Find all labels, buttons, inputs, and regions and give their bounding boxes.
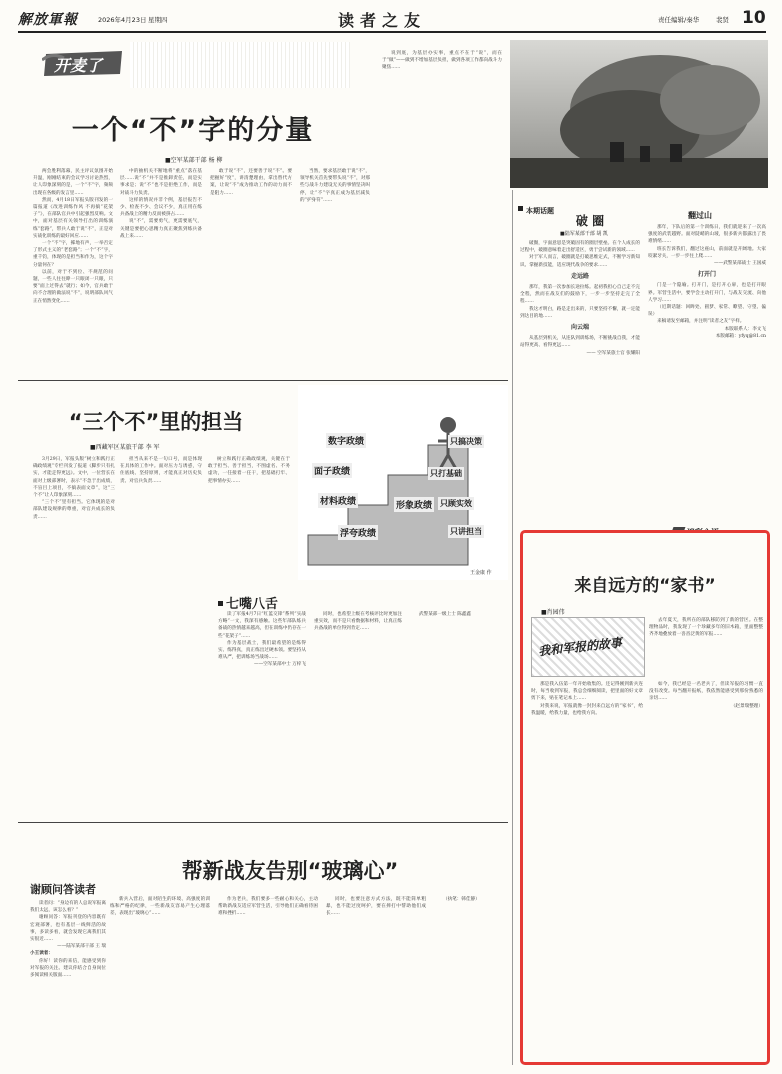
danyou-byline <box>90 442 159 451</box>
cartoon-label: 只搞决策 <box>450 437 482 446</box>
cartoon-label: 只顾实效 <box>440 499 472 508</box>
danyou-col-1 <box>33 456 115 791</box>
kaimai-col-4 <box>300 168 370 370</box>
qiyan-section <box>210 585 510 815</box>
qiyan-heading-text: 七嘴八舌 <box>226 597 279 612</box>
benqi-heading-text: 本期话题 <box>526 207 554 215</box>
section-title: 读者之友 <box>338 11 427 30</box>
kaimai-col-1 <box>33 168 113 370</box>
cartoon-label: 形象政绩 <box>394 497 434 512</box>
smoke-battle-photo-icon <box>510 40 768 188</box>
paragraph: 作为老兵，我们要多一些耐心和关心，主动帮助新战友适应军营生活，引导他们正确看待困难和挫折…… <box>218 897 318 917</box>
benqi-title: 破 圈 <box>575 214 605 228</box>
bangxin-col-3 <box>326 896 426 1064</box>
paragraph: 读了军报4月7日“红蓝交锋”系列“实战方略”一文，我深有感触。这些年部队练兵备战的热情越来越高，但在训练中仍存在一些“花架子”…… <box>218 612 306 639</box>
fanguo-title: 翻过山 <box>688 211 712 220</box>
paragraph: 作为基层战士，我们最希望的是练得实、练得真，真正练出过硬本领。要坚持从难从严，把训练场当战场…… <box>218 640 306 661</box>
heading-square-icon <box>518 206 523 211</box>
paragraph: 去年夏天，我所在的部队移防到了新的营区。在整理物品时，我发现了一个珍藏多年的旧木箱，里面整整齐齐地叠放着一沓沓泛黄的军报…… <box>649 618 763 638</box>
paragraph: 同时，也要注意方式方法，既不能简单粗暴，也不能过度呵护，要在摔打中帮助他们成长…… <box>326 897 426 917</box>
miyin-byline: ■肖园伟 <box>541 609 565 616</box>
miyin-card[interactable] <box>520 530 770 1065</box>
paragraph: 树立和践行正确政绩观，关键在于敢于担当、善于担当，不图虚名、不务虚功，一任接着一任干，把基础打牢、把事情办实…… <box>208 457 290 484</box>
paragraph: 破圈，字面意思是突破固有的圈层壁垒。在个人成长的过程中，破圈意味着走出舒适区，勇于尝试新的领域…… <box>520 241 640 254</box>
paragraph: 两会胜利落幕，民主评议氛围开始升温，刚刚结束的会议学习讨论热烈，让人印象深刻的是，一个“不”字，频频出现在各级的发言里…… <box>33 169 113 196</box>
paragraph: 对于军人而言，破圈就是打破思维定式，不断学习新知识、掌握新技能，适应现代战争的要求…… <box>520 255 640 268</box>
paragraph: 然而，4月18日军报头版刊发的一篇报道《改进训练作风 不再搞“花架子”》，在部队官兵中引起强烈反响。文中，面对基层有关领导打出的训练演练“套路”，带兵人敢于说“不”，正是对实战化训练的最好回应…… <box>33 197 113 239</box>
paragraph: 你好！读你的来信，能感受到你对军报的关注。建议你结合自身岗位多阅读相关版面…… <box>30 958 106 979</box>
xiewei-heading-text: 谢顾问答读者 <box>30 883 96 896</box>
column-divider <box>512 190 513 1065</box>
paragraph: 同时，也希望上级在考核评比时更加注重实效，而不是只看数据和材料，让真正练兵备战的单位得到肯定…… <box>314 612 402 632</box>
cartoon-label: 只讲担当 <box>450 527 482 536</box>
paragraph: 3月29日，军报头版“树立和践行正确政绩观”专栏刊发了报道《脚步只有扎实，才能走得更远》。文中，一位营长在面对上级部署时，表示“不急于出成绩，不盲目上项目，不搞表面文章”，这“三个不”让人印象深刻…… <box>33 457 115 499</box>
paragraph: （执笔：韩佳静） <box>443 897 480 902</box>
cartoon <box>298 385 508 580</box>
xiewei-author: ——陆军某部干部 王 瑞 <box>57 944 106 950</box>
paragraph: “三个不”里有担当。它体现的是对部队建设规律的尊重，对官兵成长的负责…… <box>33 500 115 520</box>
bangxin-col-2 <box>218 896 318 1064</box>
page-number: 10 <box>742 8 766 28</box>
qiyan-col-3 <box>410 611 498 811</box>
editor-name: 裴贤 <box>716 16 729 24</box>
paragraph: 如今，我已经是一名老兵了，但读军报的习惯一直没有改变。每当翻开报纸，我依然能感受到那份熟悉的亲切…… <box>649 682 763 702</box>
paragraph: 新兵入营后，面对陌生的环境、高强度的训练和严格的纪律，一些新战友容易产生心理落差，表现出“玻璃心”…… <box>110 897 210 917</box>
masthead-rule <box>18 31 766 33</box>
heading-square-icon <box>218 601 223 606</box>
cartoon-label: 只打基础 <box>430 469 462 478</box>
contact-person: 本版联系人：李文飞 <box>724 326 766 332</box>
kaimai-byline <box>165 155 222 164</box>
benqi-heading <box>518 198 554 217</box>
paragraph: （近期话题：回眸处、圆梦、家常、瞭望、守望、偏误） <box>648 305 766 318</box>
paragraph: 来稿请发至邮箱，并注明“读者之友”字样。 <box>657 319 745 325</box>
benqi-body <box>520 240 640 510</box>
qiyan-heading <box>218 593 278 612</box>
paragraph: 中的抽机关不断地将“重点”落在基层……说“不”并不是推卸责任，而是实事求是；说“不”也不是拒绝工作，而是对战斗力负责。 <box>120 169 202 196</box>
cartoon-label: 浮夸政绩 <box>338 525 378 540</box>
benqi-subhead: 向云端 <box>570 324 589 332</box>
paragraph: 一个“不”字，掷地有声，一举否定了形式主义的“老套路”；一个“不”字，重千钧，体现的是担当和作为，这个字分量何在？ <box>33 241 113 268</box>
paragraph: 说“不”，需要勇气，更需要底气，关键是要把心思精力真正聚焦到练兵备战上来…… <box>120 219 202 239</box>
paragraph: 班长告诉我们，翻过这座山，前面就是开阔地。大家咬紧牙关，一步一步往上爬…… <box>648 246 766 259</box>
paragraph: 敢于说“不”，还要善于说“不”。要把握好“度”，讲清楚理由，拿出替代方案，让说“不”成为推动工作的动力而不是阻力…… <box>210 169 292 196</box>
paragraph: 小王读者： <box>30 951 53 957</box>
paragraph: 当然，要求基层敢于说“不”，领导机关首先要带头说“不”，对那些与战斗力建设无关的事情坚决叫停，让“不”字真正成为基层减负的“护身符”…… <box>300 169 370 203</box>
fanguo-subhead: 打开门 <box>697 271 716 279</box>
miyin-image-title: 我和军报的故事 <box>537 635 623 659</box>
kaimai-col-3 <box>210 168 292 370</box>
danyou-title: “三个不”里的担当 <box>68 410 244 434</box>
kaimai-col-2 <box>120 168 202 370</box>
benqi-author: —— 空军某旅士官 张耀阳 <box>586 350 640 356</box>
news-photo <box>510 40 768 188</box>
issue-date: 2026年4月23日 <box>98 16 147 24</box>
miyin-col-right <box>649 617 763 675</box>
divider <box>18 822 508 823</box>
cartoon-caption: 王金康 作 <box>470 570 492 576</box>
editor-label: 责任编辑/秦华 <box>658 16 700 24</box>
paragraph: 那是我入伍第一年开始收集的。还记得刚到新兵连时，每当收到军报，我总会细细阅读，把里面的好文章剪下来，贴在笔记本上…… <box>531 682 643 702</box>
qiyan-author: ——空军某部中士 万梓飞 <box>254 662 306 668</box>
qiyan-col-2 <box>314 611 402 811</box>
fanguo-body <box>648 224 766 509</box>
miyin-editor: （赵景瑞整理） <box>730 703 763 709</box>
benqi-byline: ■陆军某部干部 胡 凯 <box>560 231 608 237</box>
miyin-col-right-2 <box>649 681 763 1056</box>
paragraph: 门是一个隐喻。打开门，是打开心扉，也是打开眼界。军营生活中，要学会主动打开门，与战友交流、向他人学习…… <box>648 283 766 303</box>
danyou-col-2 <box>120 456 202 791</box>
paragraph: 那年，我第一次参加长途拉练。起初我担心自己走不完全程，然而在战友们的鼓励下，一步一步坚持走完了全程…… <box>520 285 640 305</box>
paragraph: 读者问：“身边有的人总说军报离我们太远，该怎么看？” <box>30 901 106 914</box>
bangxin-col-4 <box>434 896 510 1064</box>
kaimai-banner-label: 开麦了 <box>54 56 103 75</box>
miyin-title: 来自远方的“家书” <box>574 576 716 596</box>
kaimai-banner <box>42 48 126 78</box>
paragraph: 说到底，为基层办实事，重点不在于“说”，而在于“做”——做到不增加基层负担，做到各项工作都向战斗力聚焦…… <box>382 51 502 71</box>
paragraph: 以前，对于不到位、不规范的问题，一些人往往睁一只眼闭一只眼，只要“面上过得去”就行；如今，官兵敢于向不合理的做法说“不”，说明部队风气正在悄然变化…… <box>33 269 113 304</box>
newspaper-logo: 解放軍報 <box>18 12 78 28</box>
cartoon-label: 面子政绩 <box>312 463 352 478</box>
paragraph: 这样的情况并非个例，基层报告不少、检查不少、会议不少，真正用在练兵备战上的精力反而被挤占…… <box>120 197 202 218</box>
miyin-col-left <box>531 681 643 1056</box>
cartoon-label: 材料政绩 <box>318 493 358 508</box>
issue-weekday: 星期四 <box>148 16 168 24</box>
bangxin-title: 帮新战友告别“玻璃心” <box>181 859 399 883</box>
bangxin-col-1 <box>110 896 210 1064</box>
kaimai-byline-text: ■空军某部干部 杨 柳 <box>165 157 223 164</box>
paragraph: 谢顾问答：军报刊登的内容既有宏观部署，也有基层一线鲜活的故事，多读多看，就会发现它离我们其实很近…… <box>30 915 106 943</box>
kaimai-col-5 <box>382 50 502 255</box>
miyin-image <box>531 617 645 677</box>
danyou-byline-text: ■西藏军区某旅干部 李 军 <box>90 444 160 451</box>
paragraph: 对我来说，军报就像一封封来自远方的“家书”，给我温暖，给我力量，也给我方向。 <box>531 703 643 716</box>
contact-email: 本版邮箱：yfyq@81.cn <box>715 333 766 339</box>
xiewei-heading <box>30 878 96 897</box>
fanguo-author: ——武警某部战士 王国威 <box>714 261 766 267</box>
kaimai-heading-area <box>130 42 350 88</box>
paragraph: 从基层到机关，从连队到训练场，不断挑战自我，才能站得更高、看得更远…… <box>520 336 640 349</box>
paragraph: 那年，下队后的第一个训练日，我们就迎来了一次高强度的武装越野。面对陡峭的山坡，很多新兵都露出了畏难情绪…… <box>648 225 766 245</box>
qiyan-col-1 <box>218 611 306 811</box>
xiewei-body <box>30 900 106 1064</box>
masthead <box>18 8 766 30</box>
divider <box>18 380 508 381</box>
paragraph: 我这才明白，路是走出来的，只要坚持不懈，就一定能到达目的地…… <box>520 306 640 319</box>
paragraph: 担当从来不是一句口号，而是体现在具体的工作中。面对压力与诱惑，守住底线、坚持原则，才能真正对历史负责、对官兵负责…… <box>120 457 202 484</box>
stair-cartoon-icon <box>298 385 508 580</box>
kaimai-title: 一个“不”字的分量 <box>71 115 315 146</box>
paragraph: 武警某部一级上士 陈鑫鑫 <box>419 612 471 617</box>
benqi-subhead: 走远路 <box>570 272 589 280</box>
cartoon-label: 数字政绩 <box>326 433 366 448</box>
